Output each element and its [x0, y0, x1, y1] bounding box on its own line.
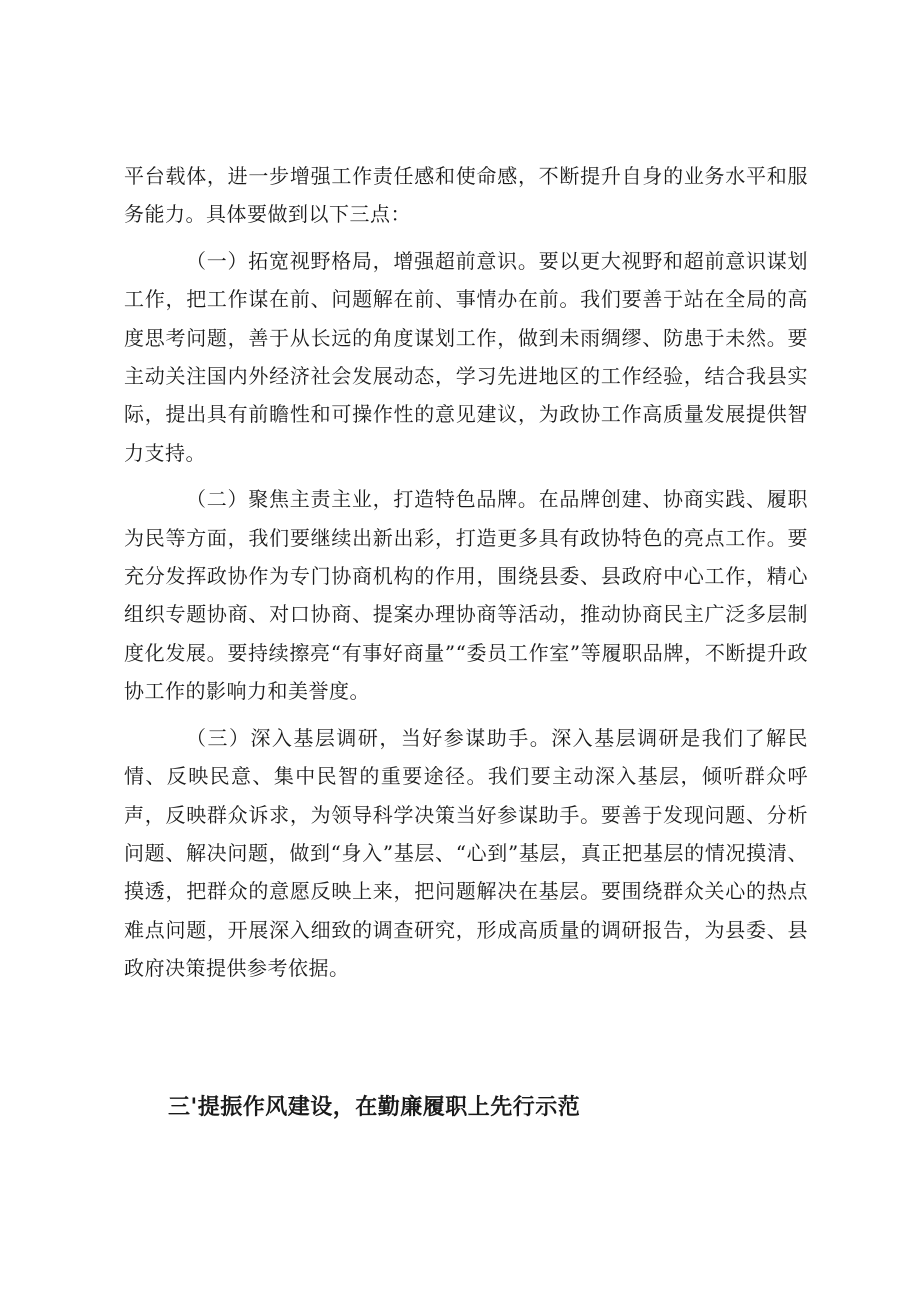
- paragraph-point-three: （三）深入基层调研，当好参谋助手。深入基层调研是我们了解民情、反映民意、集中民智的重要途径。我们要主动深入基层，倾听群众呼声，反映群众诉求，为领导科学决策当好参谋助手。要善于发现问题、分析问题、解决问题，做到“身入”基层、“心到”基层，真正把基层的情况摸清、摸透，把群众的意愿反映上来，把问题解决在基层。要围绕群众关心的热点难点问题，开展深入细致的调查研究，形成高质量的调研报告，为县委、县政府决策提供参考依据。: [124, 725, 808, 981]
- document-body: [124, 157, 808, 988]
- paragraph-continuation: 平台载体，进一步增强工作责任感和使命感，不断提升自身的业务水平和服务能力。具体要做到以下三点：: [124, 164, 808, 227]
- paragraph-point-two: （二）聚焦主责主业，打造特色品牌。在品牌创建、协商实践、履职为民等方面，我们要继续出新出彩，打造更多具有政协特色的亮点工作。要充分发挥政协作为专门协商机构的作用，围绕县委、县政府中心工作，精心组织专题协商、对口协商、提案办理协商等活动，推动协商民主广泛多层制度化发展。要持续擦亮“有事好商量”“委员工作室”等履职品牌，不断提升政协工作的影响力和美誉度。: [124, 487, 808, 704]
- paragraph-point-one: （一）拓宽视野格局，增强超前意识。要以更大视野和超前意识谋划工作，把工作谋在前、问题解在前、事情办在前。我们要善于站在全局的高度思考问题，善于从长远的角度谋划工作，做到未雨绸缪、防患于未然。要主动关注国内外经济社会发展动态，学习先进地区的工作经验，结合我县实际，提出具有前瞻性和可操作性的意见建议，为政协工作高质量发展提供智力支持。: [124, 248, 808, 465]
- section-heading: 三'提振作风建设，在勤廉履职上先行示范: [168, 1095, 581, 1120]
